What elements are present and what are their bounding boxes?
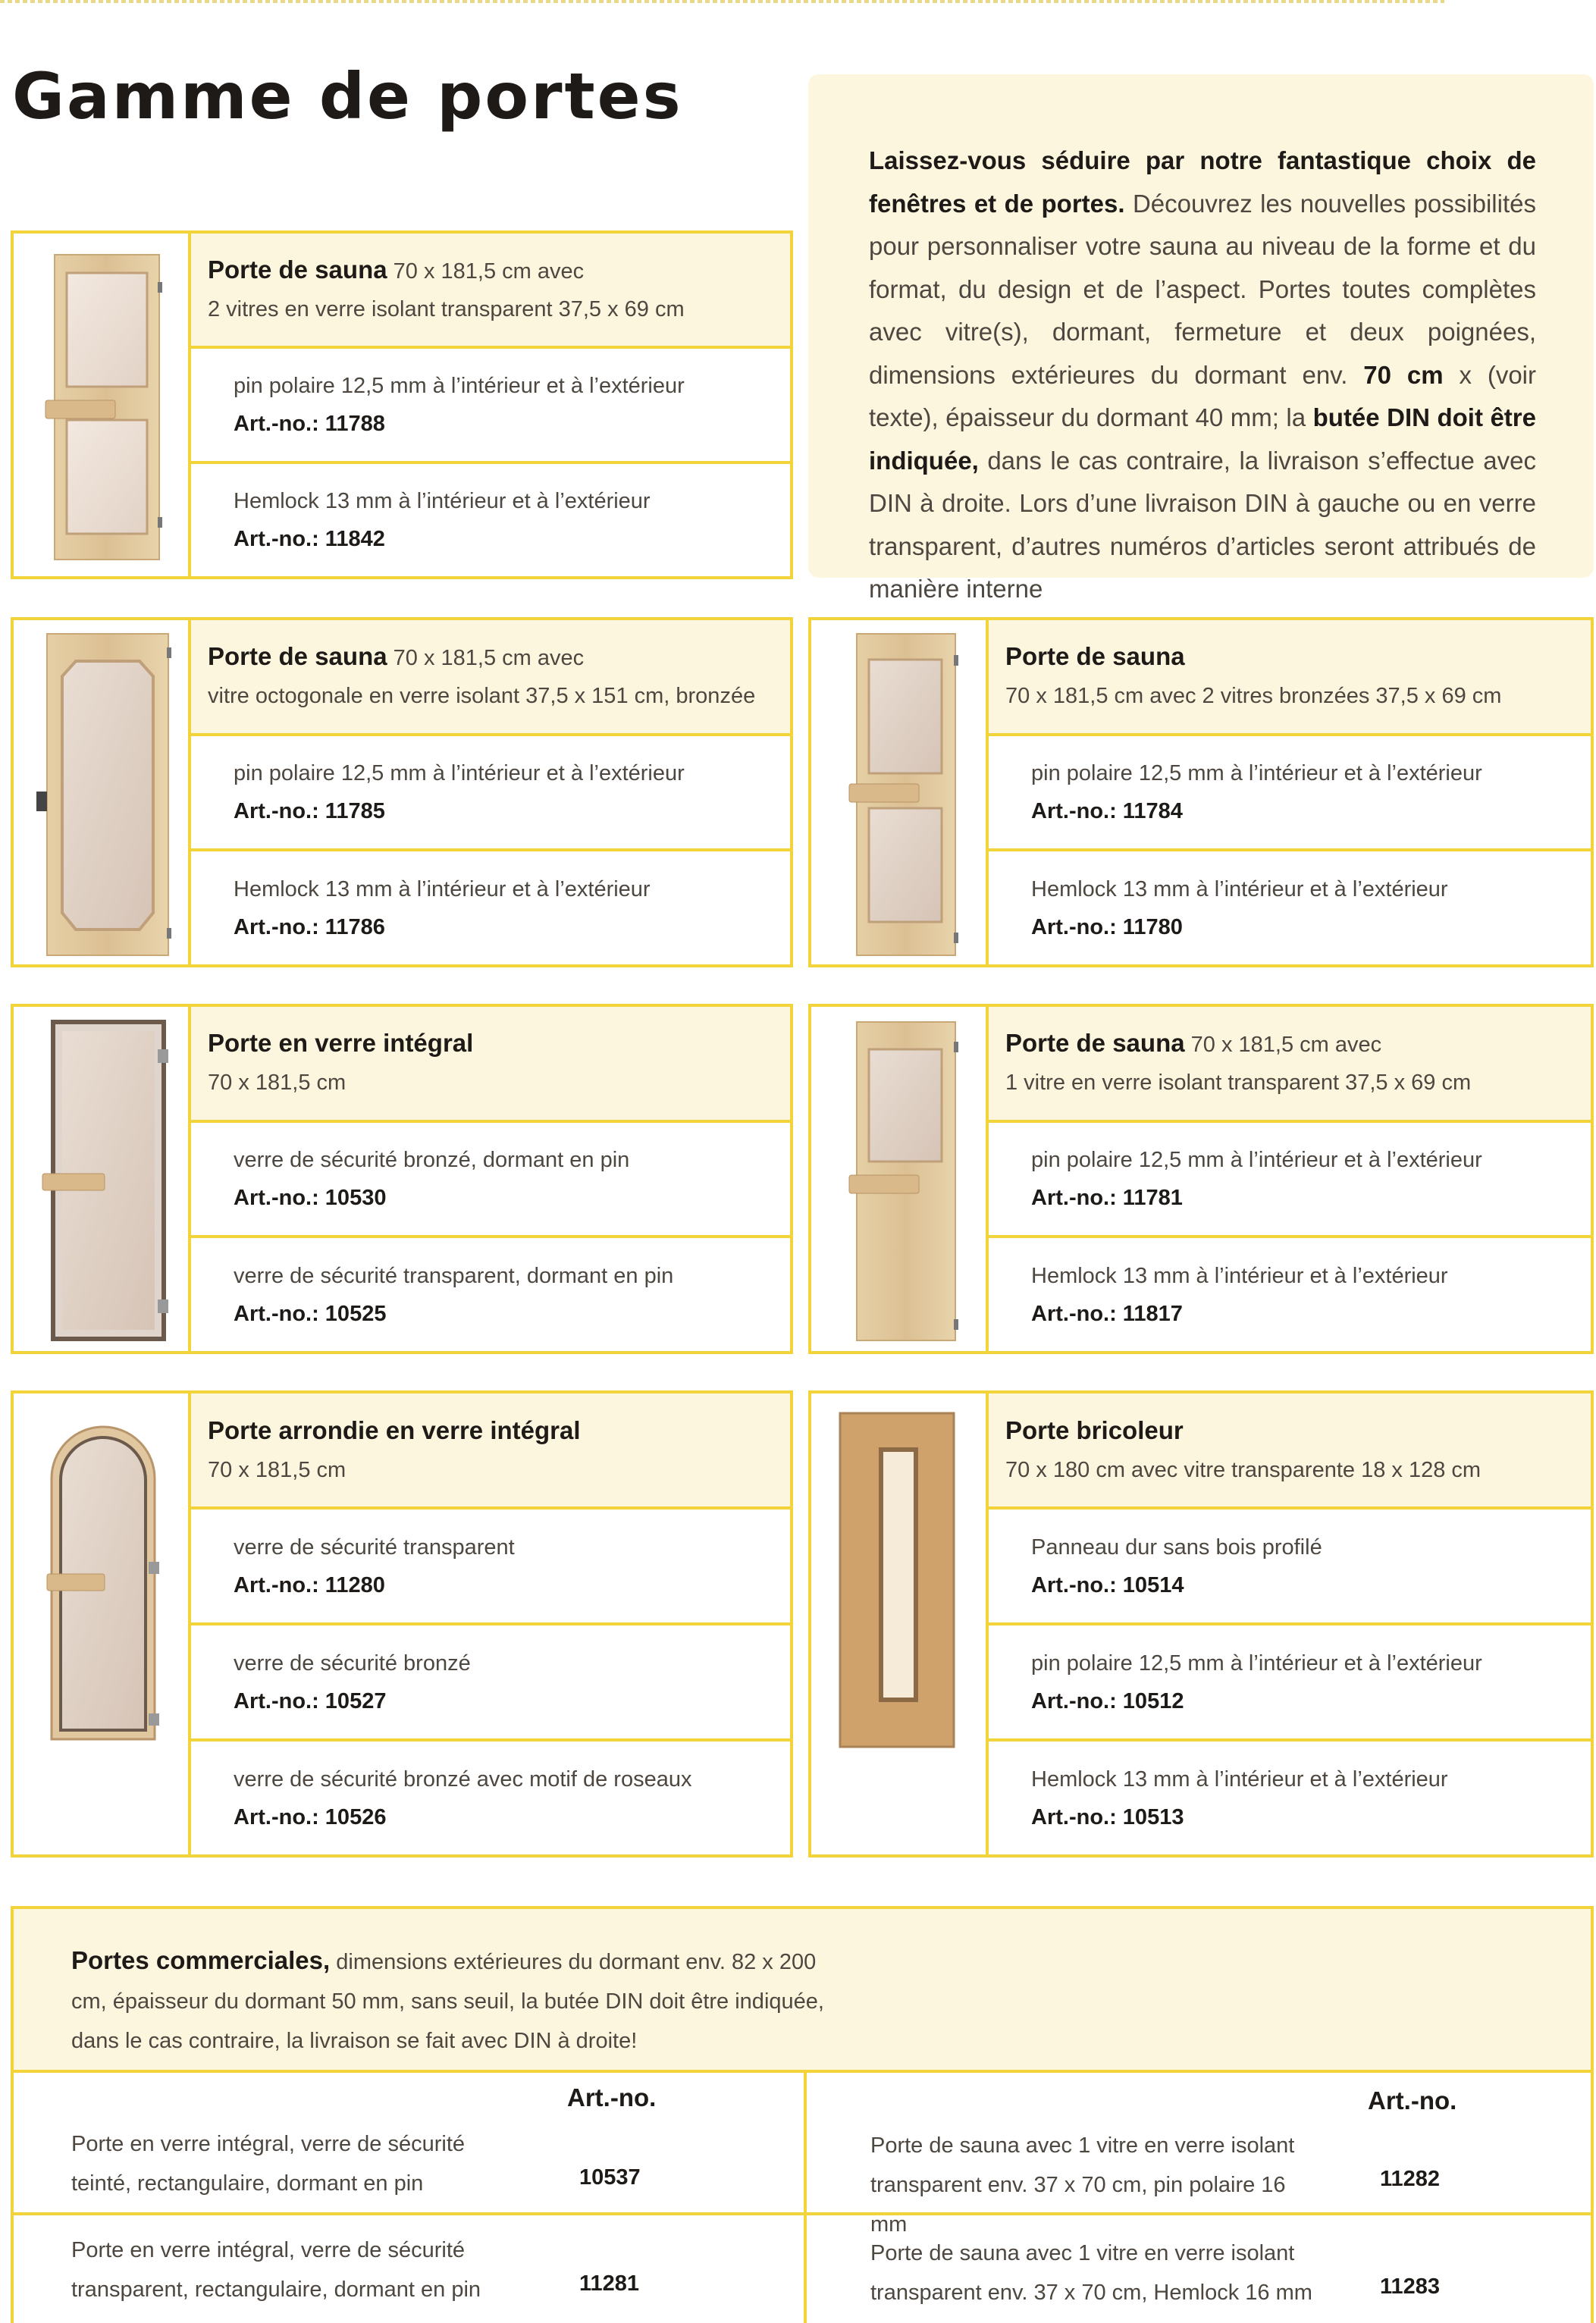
product-image-cell <box>14 1007 191 1351</box>
product-subtitle: 2 vitres en verre isolant transparent 37,5 x 69 cm <box>208 297 685 321</box>
variant-desc: Hemlock 13 mm à l’intérieur et à l’extérieur <box>1031 876 1448 901</box>
variant-desc: Hemlock 13 mm à l’intérieur et à l’extérieur <box>234 876 651 901</box>
variant-desc: pin polaire 12,5 mm à l’intérieur et à l’extérieur <box>234 374 685 398</box>
commercial-title: Portes commerciales, <box>71 1946 331 1974</box>
full-glass-door-image <box>32 1019 173 1345</box>
variant-desc: verre de sécurité bronzé <box>234 1651 471 1676</box>
commercial-item-number: 11282 <box>1380 2167 1441 2191</box>
variant-row <box>191 851 790 964</box>
product-card <box>11 1004 793 1354</box>
art-number: 11788 <box>318 412 385 436</box>
art-label: Art.-no.: <box>1031 1301 1117 1326</box>
product-image-cell <box>811 1007 989 1351</box>
commercial-item-desc: Porte de sauna avec 1 vitre en verre isolant transparent env. 37 x 70 cm, pin polaire 16 mm <box>870 2133 1295 2237</box>
variant-desc: Hemlock 13 mm à l’intérieur et à l’extérieur <box>1031 1767 1448 1792</box>
product-title: Porte de sauna <box>1005 642 1185 671</box>
art-label: Art.-no.: <box>234 1572 319 1597</box>
sauna-door-octagonal-window-image <box>32 632 173 958</box>
product-subtitle: 70 x 181,5 cm avec 2 vitres bronzées 37,5 x 69 cm <box>1005 684 1502 709</box>
product-title-rest: 70 x 181,5 cm avec <box>1184 1033 1382 1058</box>
variant-row <box>191 349 790 464</box>
product-title: Porte en verre intégral <box>208 1029 474 1058</box>
product-title: Porte de sauna <box>208 255 387 284</box>
art-number: 11786 <box>318 914 385 939</box>
product-subtitle: 70 x 181,5 cm <box>208 1457 346 1482</box>
commercial-item-number: 11281 <box>579 2271 640 2296</box>
commercial-item-desc: Porte de sauna avec 1 vitre en verre isolant transparent env. 37 x 70 cm, Hemlock 16 mm <box>870 2241 1312 2305</box>
variant-row <box>191 736 790 852</box>
art-number: 11780 <box>1116 914 1183 939</box>
variant-row <box>989 1123 1591 1239</box>
commercial-table <box>11 2070 1594 2323</box>
product-subtitle: 70 x 180 cm avec vitre transparente 18 x 128 cm <box>1005 1457 1482 1482</box>
product-card <box>11 1390 793 1857</box>
arched-glass-door-image <box>35 1418 171 1744</box>
column-divider <box>804 2073 807 2323</box>
variant-desc: verre de sécurité bronzé avec motif de roseaux <box>234 1767 692 1792</box>
product-title-rest: 70 x 181,5 cm avec <box>387 259 585 284</box>
art-label: Art.-no.: <box>234 1301 319 1326</box>
intro-panel <box>808 74 1594 603</box>
variant-desc: verre de sécurité transparent, dormant en pin <box>234 1263 674 1288</box>
variant-row <box>989 851 1591 964</box>
product-subtitle: 1 vitre en verre isolant transparent 37,5 x 69 cm <box>1005 1071 1472 1096</box>
product-card <box>808 617 1594 967</box>
intro-bold-1: 70 cm <box>1363 360 1444 389</box>
product-image-cell <box>14 620 191 964</box>
variant-row <box>989 1625 1591 1741</box>
art-label: Art.-no.: <box>234 1688 319 1713</box>
top-dotted-rule <box>0 0 1444 3</box>
commercial-text: dimensions extérieures du dormant env. 82 x 200 cm, épaisseur du dormant 50 mm, sans seuil, la butée DIN doit être indiquée, dans le cas contraire, la livraison se fait avec DIN à droite! <box>71 1950 824 2053</box>
product-card <box>808 1004 1594 1354</box>
row-divider <box>14 2212 1591 2215</box>
art-number: 10512 <box>1116 1688 1184 1713</box>
variant-desc: Hemlock 13 mm à l’intérieur et à l’extérieur <box>234 489 651 513</box>
product-image-cell <box>14 234 191 576</box>
variant-row <box>191 1123 790 1239</box>
product-image-cell <box>811 1393 989 1854</box>
product-image-cell <box>14 1393 191 1854</box>
product-header <box>191 620 790 736</box>
commercial-doors-panel <box>11 1906 1594 2073</box>
art-number: 11784 <box>1116 799 1183 823</box>
art-label: Art.-no.: <box>1031 914 1117 939</box>
product-title: Porte arrondie en verre intégral <box>208 1415 581 1444</box>
art-number: 10525 <box>318 1301 387 1326</box>
page-title: Gamme de portes <box>12 59 683 133</box>
art-number: 10526 <box>318 1804 387 1829</box>
variant-desc: verre de sécurité bronzé, dormant en pin <box>234 1148 630 1172</box>
art-label: Art.-no.: <box>1031 1688 1117 1713</box>
art-number: 11280 <box>318 1572 385 1597</box>
intro-text-1: Découvrez les nouvelles possibilités pour personnaliser votre sauna au niveau de la forme et du format, du design et de l’aspect. Portes toutes complètes avec vitre(s), dormant, fermeture et deux poignées, dimensions extérieures du dormant env. <box>869 189 1536 389</box>
commercial-item-number: 11283 <box>1380 2274 1441 2299</box>
intro-bold-2: butée DIN doit être indiquée, <box>869 403 1536 475</box>
product-title: Porte de sauna <box>1005 1029 1185 1058</box>
sauna-door-one-window-image <box>829 1019 970 1345</box>
variant-desc: verre de sécurité transparent <box>234 1535 515 1560</box>
variant-desc: pin polaire 12,5 mm à l’intérieur et à l’extérieur <box>1031 761 1482 785</box>
art-number: 10527 <box>318 1688 387 1713</box>
product-subtitle: 70 x 181,5 cm <box>208 1071 346 1096</box>
art-label: Art.-no.: <box>1031 799 1117 823</box>
product-card <box>808 1390 1594 1857</box>
art-number: 10513 <box>1116 1804 1184 1829</box>
variant-row <box>191 1741 790 1854</box>
variant-row <box>191 1238 790 1351</box>
sauna-door-two-bronze-windows-image <box>829 632 970 958</box>
art-number: 11781 <box>1116 1186 1183 1210</box>
variant-desc: pin polaire 12,5 mm à l’intérieur et à l’extérieur <box>1031 1148 1482 1172</box>
product-header <box>989 1393 1591 1509</box>
art-label: Art.-no.: <box>234 799 319 823</box>
product-title: Porte bricoleur <box>1005 1415 1184 1444</box>
product-title: Porte de sauna <box>208 642 387 671</box>
variant-row <box>989 736 1591 852</box>
intro-text-2: x (voir texte), épaisseur du dormant 40 mm; la <box>869 360 1537 431</box>
product-card <box>11 617 793 967</box>
variant-row <box>989 1741 1591 1854</box>
intro-lead: Laissez-vous séduire par notre fantastique choix de fenêtres et de portes. <box>869 146 1536 218</box>
variant-row <box>191 1509 790 1625</box>
art-label: Art.-no.: <box>1031 1186 1117 1210</box>
diy-door-image <box>834 1410 963 1751</box>
commercial-item-desc: Porte en verre intégral, verre de sécurité teinté, rectangulaire, dormant en pin <box>71 2132 466 2196</box>
commercial-item-number: 10537 <box>579 2165 641 2190</box>
art-label: Art.-no.: <box>234 527 319 551</box>
product-header <box>191 1007 790 1123</box>
product-header <box>191 234 790 349</box>
variant-row <box>989 1238 1591 1351</box>
art-number: 11785 <box>318 799 385 823</box>
art-label: Art.-no.: <box>234 1186 319 1210</box>
art-label: Art.-no.: <box>234 1804 319 1829</box>
variant-desc: pin polaire 12,5 mm à l’intérieur et à l’extérieur <box>1031 1651 1482 1676</box>
column-header-art-no: Art.-no. <box>1368 2086 1457 2115</box>
variant-desc: pin polaire 12,5 mm à l’intérieur et à l’extérieur <box>234 761 685 785</box>
variant-row <box>191 1625 790 1741</box>
product-title-rest: 70 x 181,5 cm avec <box>387 646 585 671</box>
sauna-door-two-windows-image <box>44 252 165 563</box>
variant-desc: Hemlock 13 mm à l’intérieur et à l’extérieur <box>1031 1263 1448 1288</box>
product-header <box>191 1393 790 1509</box>
variant-row <box>191 464 790 576</box>
intro-text-3: dans le cas contraire, la livraison s’effectue avec DIN à droite. Lors d’une livraison DIN à gauche ou en verre transparent, d’autres numéros d’articles seront attribués de manière interne <box>869 446 1536 603</box>
product-header <box>989 1007 1591 1123</box>
variant-desc: Panneau dur sans bois profilé <box>1031 1535 1322 1560</box>
art-number: 11842 <box>318 527 385 551</box>
art-number: 10514 <box>1116 1572 1184 1597</box>
art-label: Art.-no.: <box>1031 1804 1117 1829</box>
commercial-item-desc: Porte en verre intégral, verre de sécurité transparent, rectangulaire, dormant en pin <box>71 2238 481 2302</box>
product-image-cell <box>811 620 989 964</box>
product-header <box>989 620 1591 736</box>
product-card <box>11 230 793 579</box>
art-label: Art.-no.: <box>234 412 319 436</box>
variant-row <box>989 1509 1591 1625</box>
art-number: 11817 <box>1116 1301 1183 1326</box>
column-header-art-no: Art.-no. <box>567 2083 657 2111</box>
art-label: Art.-no.: <box>1031 1572 1117 1597</box>
art-number: 10530 <box>318 1186 387 1210</box>
art-label: Art.-no.: <box>234 914 319 939</box>
product-subtitle: vitre octogonale en verre isolant 37,5 x 151 cm, bronzée <box>208 684 756 709</box>
